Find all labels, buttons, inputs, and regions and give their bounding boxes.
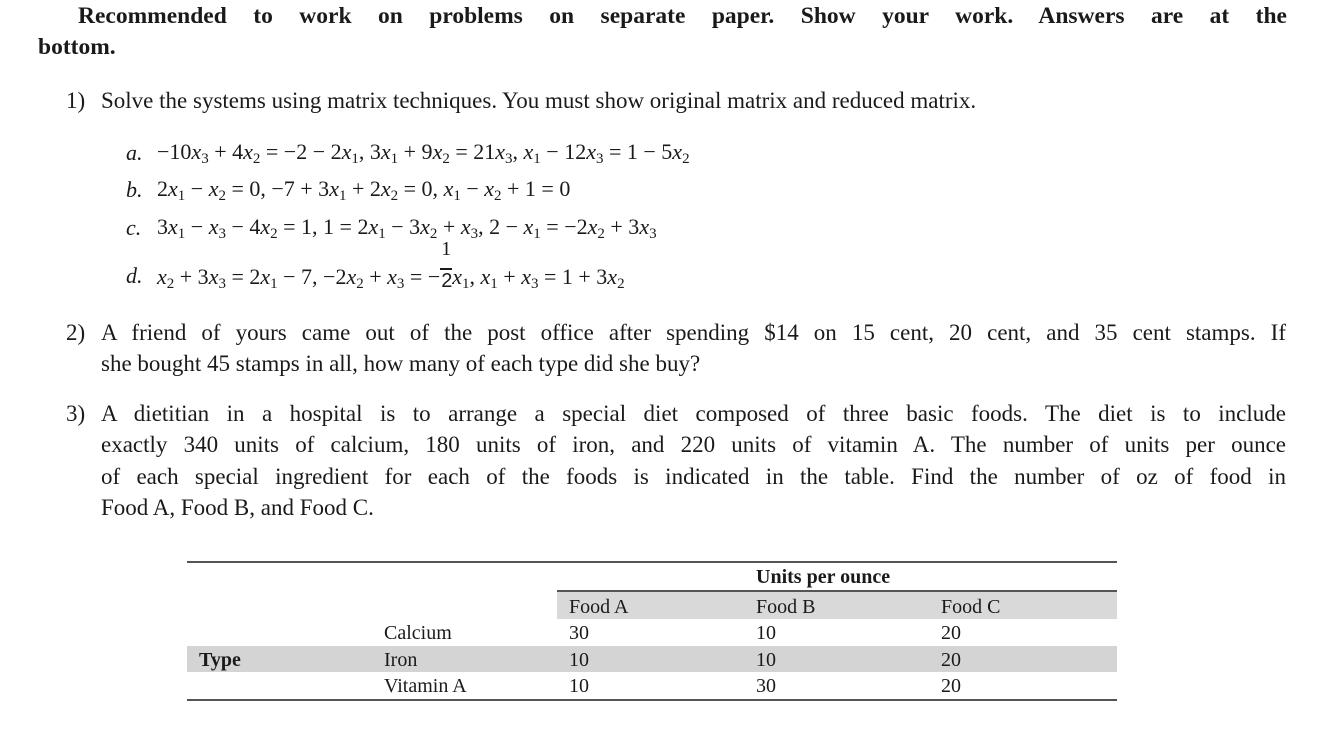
table-cell: 10 xyxy=(569,649,589,671)
problem-1a-equations: $-10x_3 + 4x_2 = -2 - 2x_1$, $3x_1 + 9x_2 = 21x_3$, $x_1 - 12x_3 = 1 - 5x_2$ xyxy=(157,139,690,167)
problem-3-line-2: exactly 340 units of calcium, 180 units of iron, and 220 units of vitamin A. The number of units per ounce xyxy=(101,432,1286,457)
row-header-type: Type xyxy=(199,649,241,671)
problem-2-number: 2) xyxy=(66,320,86,345)
problem-3-number: 3) xyxy=(66,401,86,426)
problem-3-line-3: of each special ingredient for each of the foods is indicated in the table. Find the number of oz of food in xyxy=(101,464,1286,489)
table-bottom-rule xyxy=(187,699,1117,701)
table-cell: 30 xyxy=(569,622,589,644)
table-group-header: Units per ounce xyxy=(756,566,891,588)
problem-3-line-4: Food A, Food B, and Food C. xyxy=(101,495,374,520)
fraction-one-half: $\frac{1}{2}$ xyxy=(441,238,453,292)
table-row-label: Iron xyxy=(384,649,418,671)
table-row-band xyxy=(187,646,1117,672)
problem-1d-label: d. xyxy=(126,263,143,288)
column-header-food-a: Food A xyxy=(569,596,629,618)
table-cell: 30 xyxy=(756,675,776,697)
problem-1-number: 1) xyxy=(66,88,86,113)
table-row-label: Vitamin A xyxy=(384,675,467,697)
problem-3-line-1: A dietitian in a hospital is to arrange a special diet composed of three basic foods. The diet is to include xyxy=(101,401,1286,426)
column-header-food-c: Food C xyxy=(941,596,1001,618)
table-row-label: Calcium xyxy=(384,622,452,644)
problem-1c-equations: $3x_1 - x_3 - 4x_2 = 1$, $1 = 2x_1 - 3x_2 + x_3$, $2 - x_1 = -2x_2 + 3x_3$ xyxy=(157,214,657,242)
table-columns-band xyxy=(557,592,1117,619)
problem-2-line-1: A friend of yours came out of the post office after spending $14 on 15 cent, 20 cent, and 35 cent stamps. If xyxy=(101,320,1286,345)
instructions-line-1: Recommended to work on problems on separate paper. Show your work. Answers are at the xyxy=(78,3,1287,29)
table-cell: 20 xyxy=(941,675,961,697)
table-cell: 10 xyxy=(756,649,776,671)
table-cell: 20 xyxy=(941,649,961,671)
table-cell: 20 xyxy=(941,622,961,644)
problem-1b-equations: $2x_1 - x_2 = 0$, $-7 + 3x_1 + 2x_2 = 0$, $x_1 - x_2 + 1 = 0$ xyxy=(157,176,571,204)
problem-2-line-2: she bought 45 stamps in all, how many of each type did she buy? xyxy=(101,351,701,376)
table-cell: 10 xyxy=(569,675,589,697)
instructions-line-2: bottom. xyxy=(38,34,116,60)
problem-1b-label: b. xyxy=(126,177,143,202)
table-cell: 10 xyxy=(756,622,776,644)
problem-1c-label: c. xyxy=(126,215,142,240)
problem-1d-equations: $x_2 + 3x_3 = 2x_1 - 7$, $-2x_2 + x_3$ = − $\frac{1}{2}$ $x_1$, $x_1 + x_3 = 1 + 3x_2$ xyxy=(157,238,625,292)
table-top-rule xyxy=(187,561,1117,563)
problem-1a-label: a. xyxy=(126,140,143,165)
problem-1-text: Solve the systems using matrix techniques. You must show original matrix and reduced matrix. xyxy=(101,88,977,113)
column-header-food-b: Food B xyxy=(756,596,816,618)
